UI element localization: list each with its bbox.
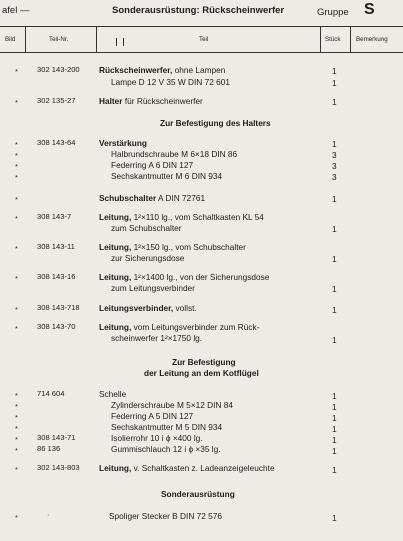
part-description: Lampe D 12 V 35 W DIN 72 601 — [111, 77, 230, 87]
part-detail: A DIN 72761 — [156, 193, 206, 203]
row-marker: * — [15, 67, 18, 76]
row-marker: * — [15, 98, 18, 107]
column-header-bild: Bild — [5, 36, 16, 43]
section-heading: Sonderausrüstung — [161, 489, 235, 499]
part-description-line2: scheinwerfer 1²×1750 lg. — [111, 333, 203, 343]
quantity: 3 — [332, 172, 337, 182]
part-number: 308 143-7 — [37, 212, 72, 221]
part-name: Leitung, — [99, 322, 132, 332]
part-description — [99, 323, 259, 331]
quantity: 1 — [332, 284, 337, 294]
quantity: 1 — [332, 402, 337, 412]
quantity: 1 — [332, 424, 337, 434]
part-number: 308 143-70 — [37, 322, 76, 331]
part-detail: v. Schaltkasten z. Ladeanzeigeleuchte — [131, 463, 275, 473]
row-marker: * — [15, 402, 18, 411]
part-description: Sechskantmutter M 6 DIN 934 — [111, 171, 223, 181]
part-description-line2: zum Leitungsverbinder — [111, 283, 195, 293]
part-name: Leitung, — [99, 242, 132, 252]
row-marker: * — [15, 214, 18, 223]
quantity: 3 — [332, 161, 337, 171]
part-number: 302 143-803 — [37, 463, 80, 472]
section-heading: Zur Befestigung des Halters — [160, 118, 271, 128]
part-description: Spoliger Stecker B DIN 72 576 — [109, 511, 222, 521]
header-tick-2 — [123, 38, 124, 46]
section-heading-line2: der Leitung an dem Kotflügel — [144, 368, 259, 378]
part-description — [99, 213, 264, 221]
column-divider-4 — [350, 26, 351, 53]
part-description — [99, 273, 269, 281]
row-marker: * — [15, 446, 18, 455]
row-marker: * — [15, 244, 18, 253]
part-name: Rückscheinwerfer, — [99, 65, 173, 75]
part-description: Sechskantmutter M 5 DIN 934 — [111, 422, 223, 432]
part-detail: vollst. — [173, 303, 197, 313]
part-number: 308 143-11 — [37, 242, 75, 251]
part-detail: 1²×150 lg., vom Schubschalter — [131, 242, 246, 252]
header-bottom-rule — [0, 52, 403, 53]
part-name: Leitungsverbinder, — [99, 303, 174, 313]
column-header-teil-nr: Teil-Nr. — [49, 36, 69, 43]
part-name: Leitung, — [99, 463, 132, 473]
quantity: 1 — [332, 224, 337, 234]
part-number: 302 143-200 — [37, 65, 80, 74]
part-name: Verstärkung — [99, 138, 147, 148]
row-marker: * — [15, 465, 18, 474]
part-detail: 1²×1400 lg., von der Sicherungsdose — [131, 272, 270, 282]
part-description: Federring A 5 DIN 127 — [111, 411, 194, 421]
page-header-left: afel — — [2, 5, 30, 16]
part-name: Halter — [99, 96, 123, 106]
part-name: Leitung, — [99, 272, 132, 282]
tick-mark: · — [47, 512, 50, 519]
quantity: 1 — [332, 66, 337, 76]
part-detail: für Rückscheinwerfer — [122, 96, 203, 106]
row-marker: * — [15, 513, 18, 522]
part-description — [99, 66, 225, 74]
quantity: 1 — [332, 139, 337, 149]
column-header-bemerkung: Bemerkung — [356, 36, 388, 43]
quantity: 1 — [332, 254, 337, 264]
row-marker: * — [15, 151, 18, 160]
part-description — [99, 97, 203, 105]
part-number: 308 143-718 — [37, 303, 80, 312]
section-heading: Zur Befestigung — [172, 357, 236, 367]
page-title: Sonderausrüstung: Rückscheinwerfer — [112, 5, 285, 16]
group-letter: S — [364, 1, 375, 18]
row-marker: * — [15, 424, 18, 433]
part-number: 86 136 — [37, 444, 61, 453]
part-number: 302 135-27 — [37, 96, 76, 105]
row-marker: * — [15, 274, 18, 283]
column-header-stueck: Stück — [325, 36, 341, 43]
part-name: Schubschalter — [99, 193, 157, 203]
quantity: 1 — [332, 335, 337, 345]
quantity: 1 — [332, 78, 337, 88]
row-marker: * — [15, 173, 18, 182]
quantity: 3 — [332, 150, 337, 160]
part-description — [99, 304, 197, 312]
quantity: 1 — [332, 194, 337, 204]
part-number: 308 143-16 — [37, 272, 76, 281]
row-marker: * — [15, 413, 18, 422]
part-description-line2: zur Sicherungsdose — [111, 253, 185, 263]
part-description: Halbrundschraube M 6×18 DIN 86 — [111, 149, 238, 159]
header-tick-1 — [116, 38, 117, 46]
quantity: 1 — [332, 446, 337, 456]
row-marker: * — [15, 324, 18, 333]
part-number: 308 143-71 — [37, 433, 76, 442]
part-number: 308 143-64 — [37, 138, 76, 147]
part-number: 714 604 — [37, 389, 65, 398]
part-name: Leitung, — [99, 212, 132, 222]
part-description: Schelle — [99, 389, 127, 399]
quantity: 1 — [332, 413, 337, 423]
group-label: Gruppe — [317, 7, 349, 18]
header-top-rule — [0, 26, 403, 27]
row-marker: * — [15, 305, 18, 314]
column-divider-3 — [320, 26, 321, 53]
row-marker: * — [15, 435, 18, 444]
part-description — [99, 194, 205, 202]
part-detail: ohne Lampen — [172, 65, 226, 75]
quantity: 1 — [332, 391, 337, 401]
quantity: 1 — [332, 305, 337, 315]
row-marker: * — [15, 195, 18, 204]
part-detail: 1²×110 lg., vom Schaltkasten KL 54 — [131, 212, 264, 222]
column-divider-1 — [25, 26, 26, 53]
part-description: Zylinderschraube M 5×12 DIN 84 — [111, 400, 233, 410]
part-description: Gummischlauch 12 i ϕ ×35 lg. — [111, 444, 221, 454]
column-header-teil: Teil — [199, 36, 209, 43]
part-description: Isolierrohr 10 i ϕ ×400 lg. — [111, 433, 203, 443]
part-description — [99, 464, 275, 472]
part-description-line2: zum Schubschalter — [111, 223, 182, 233]
quantity: 1 — [332, 97, 337, 107]
column-divider-2 — [96, 26, 97, 53]
part-description: Federring A 6 DIN 127 — [111, 160, 194, 170]
part-description — [99, 243, 246, 251]
quantity: 1 — [332, 513, 337, 523]
quantity: 1 — [332, 465, 337, 475]
row-marker: * — [15, 391, 18, 400]
part-detail: vom Leitungsverbinder zum Rück- — [131, 322, 260, 332]
row-marker: * — [15, 162, 18, 171]
quantity: 1 — [332, 435, 337, 445]
row-marker: * — [15, 140, 18, 149]
